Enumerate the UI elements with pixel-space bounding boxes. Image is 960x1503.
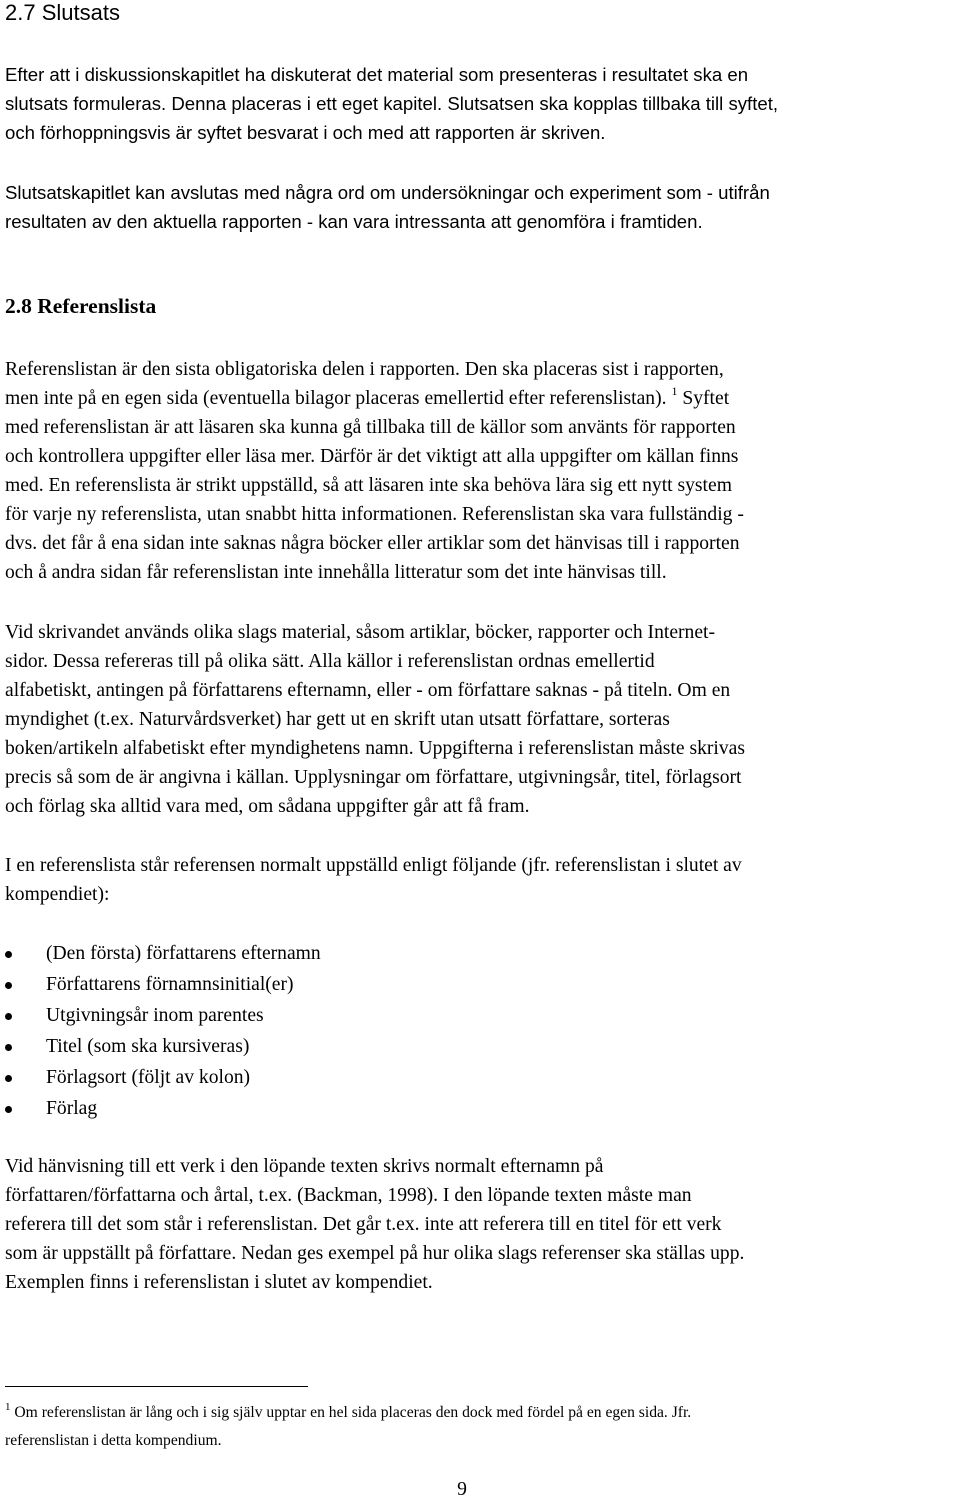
text-line: författaren/författarna och årtal, t.ex. (Backman, 1998). I den löpande texten måste man <box>5 1185 692 1206</box>
footnote-reference: 1 <box>671 384 678 398</box>
text-line: och förlag ska alltid vara med, om sådana uppgifter går att få fram. <box>5 796 530 817</box>
list-item <box>0 970 321 1001</box>
paragraph-source-ordering <box>5 618 955 821</box>
footnote-number: 1 <box>5 1401 11 1413</box>
list-item <box>0 1094 321 1125</box>
list-item-label: Utgivningsår inom parentes <box>46 1005 264 1026</box>
text-line <box>5 384 955 413</box>
paragraph-in-text-citation <box>5 1152 955 1297</box>
list-item-label: Förlag <box>46 1098 98 1119</box>
text-segment: Syftet <box>677 388 730 409</box>
text-line: Exemplen finns i referenslistan i slutet av kompendiet. <box>5 1272 433 1293</box>
text-line: slutsats formuleras. Denna placeras i ett eget kapitel. Slutsatsen ska kopplas tillbaka till syftet, <box>5 93 779 114</box>
bullet-icon <box>5 1013 12 1020</box>
text-line: med referenslistan är att läsaren ska kunna gå tillbaka till de källor som använts för rapporten <box>5 417 736 438</box>
list-item <box>0 1001 321 1032</box>
list-item-label: Förlagsort (följt av kolon) <box>46 1067 251 1088</box>
text-line: Efter att i diskussionskapitlet ha diskuterat det material som presenteras i resultatet ska en <box>5 64 749 85</box>
text-line: Vid hänvisning till ett verk i den löpande texten skrivs normalt efternamn på <box>5 1156 604 1177</box>
paragraph-slutsats-intro <box>5 60 955 147</box>
text-line: Slutsatskapitlet kan avslutas med några ord om undersökningar och experiment som - utifrån <box>5 182 770 203</box>
text-line: och förhoppningsvis är syftet besvarat i och med att rapporten är skriven. <box>5 122 606 143</box>
text-line: Vid skrivandet används olika slags material, såsom artiklar, böcker, rapporter och Internet- <box>5 622 716 643</box>
section-heading-slutsats: 2.7 Slutsats <box>5 0 120 25</box>
bullet-icon <box>5 1106 12 1113</box>
text-line: referenslistan i detta kompendium. <box>5 1432 222 1449</box>
bullet-icon <box>5 1044 12 1051</box>
bullet-icon <box>5 1075 12 1082</box>
text-segment: Om referenslistan är lång och i sig själv upptar en hel sida placeras den dock med fördel på en egen sida. Jfr. <box>10 1404 692 1421</box>
reference-elements-list <box>0 939 321 1125</box>
page-number: 9 <box>457 1479 467 1500</box>
text-line: resultaten av den aktuella rapporten - kan vara intressanta att genomföra i framtiden. <box>5 211 703 232</box>
text-line: boken/artikeln alfabetiskt efter myndighetens namn. Uppgifterna i referenslistan måste skrivas <box>5 738 745 759</box>
footnote <box>5 1399 955 1455</box>
list-item <box>0 1032 321 1063</box>
list-item-label: Författarens förnamnsinitial(er) <box>46 974 294 995</box>
footnote-divider <box>5 1386 308 1387</box>
section-heading-referenslista: 2.8 Referenslista <box>5 294 157 318</box>
text-line: kompendiet): <box>5 884 110 905</box>
bullet-icon <box>5 982 12 989</box>
text-line: referera till det som står i referenslistan. Det går t.ex. inte att referera till en titel för ett verk <box>5 1214 722 1235</box>
text-line: myndighet (t.ex. Naturvårdsverket) har gett ut en skrift utan utsatt författare, sorteras <box>5 709 670 730</box>
text-line: I en referenslista står referensen normalt uppställd enligt följande (jfr. referenslistan i slutet av <box>5 855 742 876</box>
paragraph-reference-format <box>5 851 955 909</box>
text-segment: men inte på en egen sida (eventuella bilagor placeras emellertid efter referenslistan). <box>5 388 667 409</box>
text-line <box>5 1399 955 1427</box>
text-line: för varje ny referenslista, utan snabbt hitta informationen. Referenslistan ska vara fullständig - <box>5 504 744 525</box>
text-line: alfabetiskt, antingen på författarens efternamn, eller - om författare saknas - på titeln. Om en <box>5 680 731 701</box>
list-item <box>0 1063 321 1094</box>
text-line: och kontrollera uppgifter eller läsa mer. Därför är det viktigt att alla uppgifter om källan finns <box>5 446 739 467</box>
text-line: precis så som de är angivna i källan. Upplysningar om författare, utgivningsår, titel, förlagsort <box>5 767 742 788</box>
text-line: och å andra sidan får referenslistan inte innehålla litteratur som det inte hänvisas till. <box>5 562 667 583</box>
list-item-label: Titel (som ska kursiveras) <box>46 1036 250 1057</box>
bullet-icon <box>5 951 12 958</box>
text-line: som är uppställt på författare. Nedan ges exempel på hur olika slags referenser ska ställas upp. <box>5 1243 745 1264</box>
paragraph-referenslista-intro <box>5 355 955 587</box>
paragraph-slutsats-future <box>5 178 955 236</box>
text-line: sidor. Dessa refereras till på olika sätt. Alla källor i referenslistan ordnas emellertid <box>5 651 655 672</box>
text-line: Referenslistan är den sista obligatoriska delen i rapporten. Den ska placeras sist i rapporten, <box>5 359 724 380</box>
list-item-label: (Den första) författarens efternamn <box>46 943 321 964</box>
text-line: dvs. det får å ena sidan inte saknas några böcker eller artiklar som det hänvisas till i rapporten <box>5 533 740 554</box>
text-line: med. En referenslista är strikt uppställd, så att läsaren inte ska behöva lära sig ett nytt system <box>5 475 732 496</box>
list-item <box>0 939 321 970</box>
